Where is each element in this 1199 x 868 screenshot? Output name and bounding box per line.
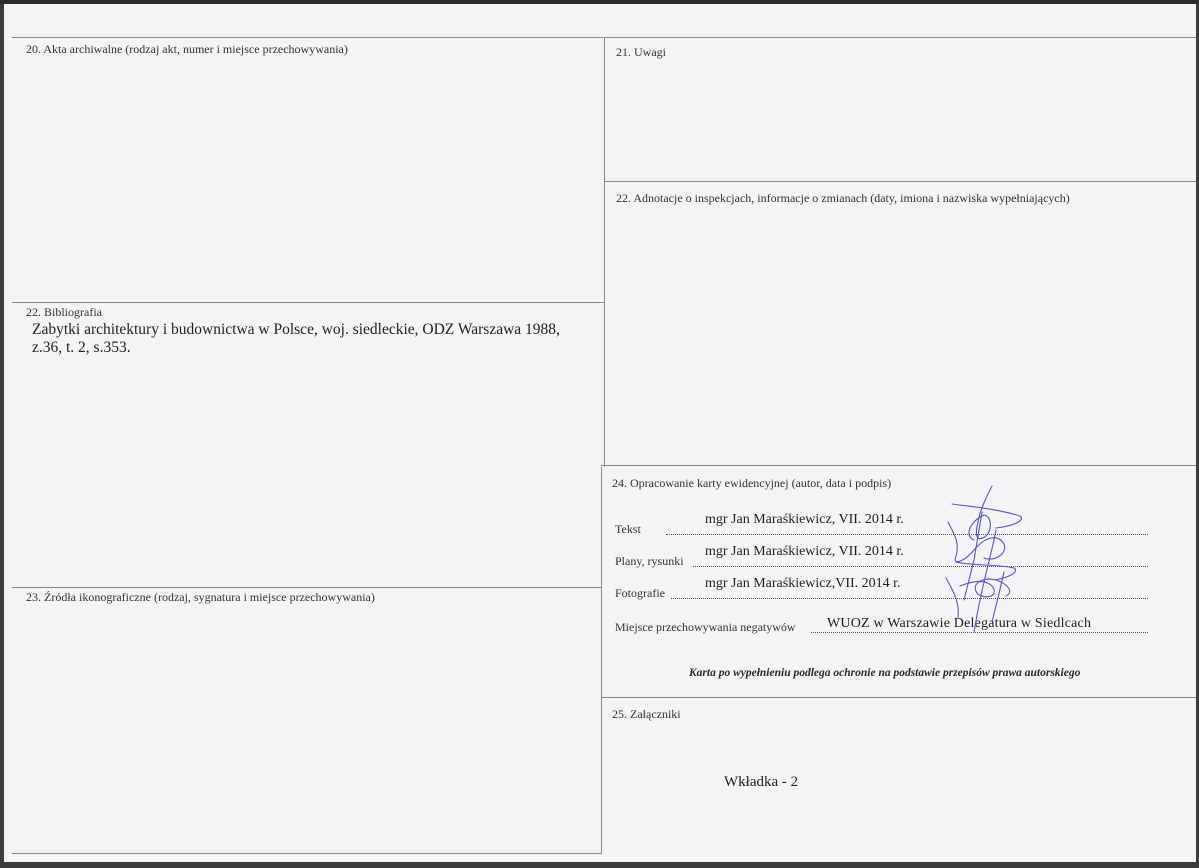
bibliography-line-2: z.36, t. 2, s.353. [32, 339, 131, 356]
column-divider-lower [601, 467, 602, 853]
plany-value: mgr Jan Maraśkiewicz, VII. 2014 r. [705, 544, 904, 559]
divider-22b-23 [12, 587, 602, 588]
section-22-bibliography-label: 22. Bibliografia [26, 305, 102, 319]
bottom-border-left [12, 853, 602, 854]
section-24-label: 24. Opracowanie karty ewidencyjnej (autor, data i podpis) [612, 476, 892, 490]
plany-dotted-line [693, 566, 1148, 567]
section-25-label: 25. Załączniki [612, 707, 681, 721]
tekst-value: mgr Jan Maraśkiewicz, VII. 2014 r. [705, 512, 904, 527]
section-22-inspections-label: 22. Adnotacje o inspekcjach, informacje o zmianach (daty, imiona i nazwiska wypełniających) [616, 191, 1070, 205]
divider-22-24 [601, 465, 1196, 466]
divider-21-22 [604, 181, 1196, 182]
record-card-sheet [4, 4, 1196, 862]
tekst-dotted-line [666, 534, 1148, 535]
fotografie-label: Fotografie [615, 586, 665, 600]
divider-20-22b [12, 302, 604, 303]
bibliography-line-1: Zabytki architektury i budownictwa w Polsce, woj. siedleckie, ODZ Warszawa 1988, [32, 321, 560, 338]
insert-label: Wkładka - 2 [724, 774, 799, 790]
tekst-label: Tekst [615, 522, 641, 536]
negatywy-value: WUOZ w Warszawie Delegatura w Siedlcach [827, 616, 1092, 631]
divider-24-25 [601, 697, 1196, 698]
section-21-label: 21. Uwagi [616, 45, 666, 59]
column-divider-upper [604, 37, 605, 467]
fotografie-dotted-line [671, 598, 1148, 599]
section-23-label: 23. Źródła ikonograficzne (rodzaj, sygnatura i miejsce przechowywania) [26, 590, 375, 604]
negatywy-label: Miejsce przechowywania negatywów [615, 620, 796, 634]
section-20-label: 20. Akta archiwalne (rodzaj akt, numer i miejsce przechowywania) [26, 42, 348, 56]
copyright-note: Karta po wypełnieniu podlega ochronie na podstawie przepisów prawa autorskiego [689, 667, 1081, 679]
fotografie-value: mgr Jan Maraśkiewicz,VII. 2014 r. [705, 576, 901, 591]
plany-label: Plany, rysunki [615, 554, 684, 568]
handwritten-signature [934, 482, 1034, 642]
